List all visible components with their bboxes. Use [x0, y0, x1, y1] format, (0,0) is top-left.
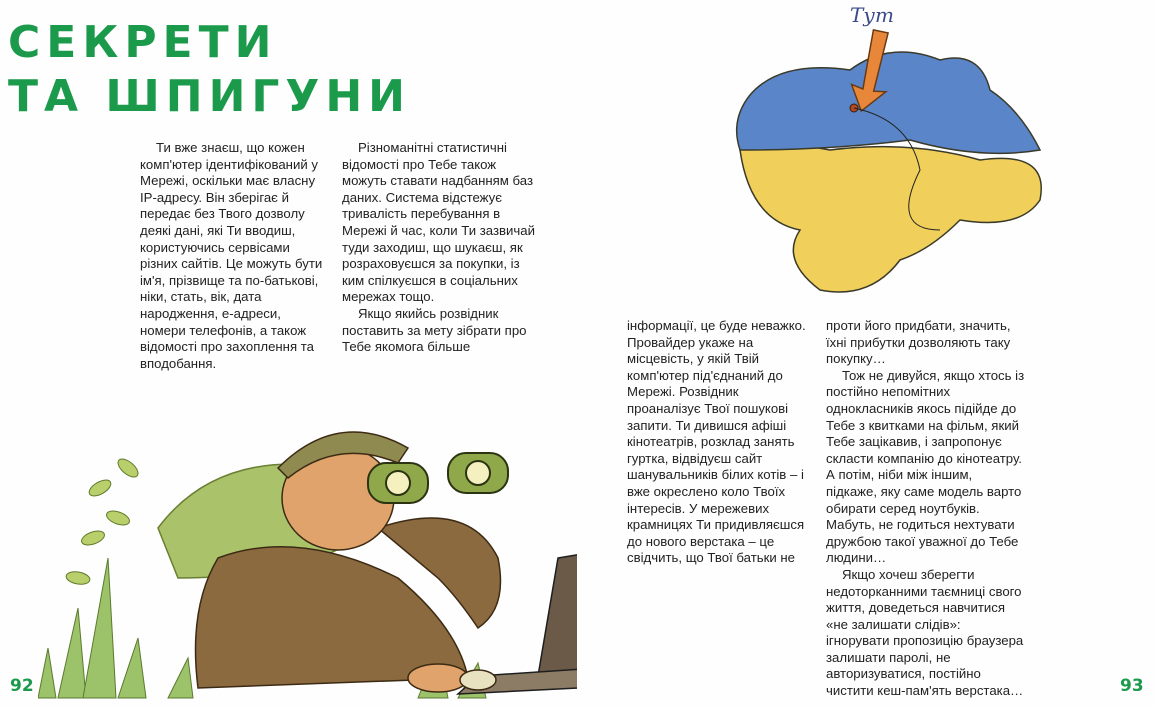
- page-title: [8, 16, 411, 124]
- title-line-2: ТА ШПИГУНИ: [8, 71, 411, 122]
- page-number-right: 93: [1120, 676, 1144, 696]
- text-column-4: [826, 318, 1026, 700]
- text-column-1: [140, 140, 325, 372]
- paragraph: Різноманітні статистичні відомості про Тебе також можуть ставати надбанням баз даних. Система відстежує тривалість перебування в Мережі й час, коли Ти зазвичай туди заходиш, що шукаєш, як розраховуєшся за покупки, із ким спілкуєшся в соціальних мережах тощо.: [342, 140, 535, 305]
- paragraph: проти його придбати, значить, їхні прибутки дозволяють таку покупку…: [826, 318, 1011, 367]
- mouse-icon: [460, 670, 496, 690]
- paragraph: Ти вже знаєш, що кожен комп'ютер ідентифікований у Мережі, оскільки має власну IP-адресу. Він зберігає й передає без Твого дозволу деякі дані, які Ти вводиш, користуючись сервісами різних сайтів. Це можуть бути ім'я, прізвище та по-батькові, ніки, стать, вік, дата народження, е-адреси, номери телефонів, а також відомості про захоплення та вподобання.: [140, 140, 323, 371]
- title-line-1: СЕКРЕТИ: [8, 17, 278, 68]
- ukraine-map-illustration: [720, 0, 1060, 310]
- leaf-icon: [65, 456, 141, 586]
- text-column-3: [627, 318, 812, 567]
- paragraph: Якщо хочеш зберегти недоторканними таємниці свого життя, доведеться навчитися «не залишати слідів»: ігнорувати пропозицію браузера залишати паролі, не авторизуватися, постійно чистити кеш-пам'ять верстака…: [826, 566, 1024, 699]
- paragraph: Тож не дивуйся, якщо хтось із постійно непомітних однокласників якось підійде до Тебе з квитками на фільм, який Тебе зацікавив, і запропонує скласти компанію до кінотеатру. А потім, ніби між іншим, підкаже, яку саме модель варто обирати серед ноутбуків. Мабуть, не годиться нехтувати дружбою такої уважної до Тебе людини…: [826, 367, 1025, 566]
- map-label-tut: Тут: [850, 3, 894, 27]
- binoculars-icon: [368, 453, 508, 503]
- spy-illustration: [38, 408, 598, 704]
- map-blue-half: [737, 52, 1040, 153]
- map-yellow-half: [740, 145, 1041, 292]
- paragraph: Якщо якийсь розвідник поставить за мету зібрати про Тебе якомога більше: [342, 305, 527, 355]
- page-number-left: 92: [10, 676, 34, 696]
- text-column-2: [342, 140, 537, 356]
- paragraph: інформації, це буде неважко. Провайдер укаже на місцевість, у якій Твій комп'ютер під'єднаний до Мережі. Розвідник проаналізує Твої пошукові запити. Ти дивишся афіші кінотеатрів, розклад занять гуртка, відвідуєш сайт шанувальників білих котів – і вже окреслено коло Твоїх інтересів. У мережевих крамницях Ти придивляєшся до нового верстака – це свідчить, що Твої батьки не: [627, 318, 806, 566]
